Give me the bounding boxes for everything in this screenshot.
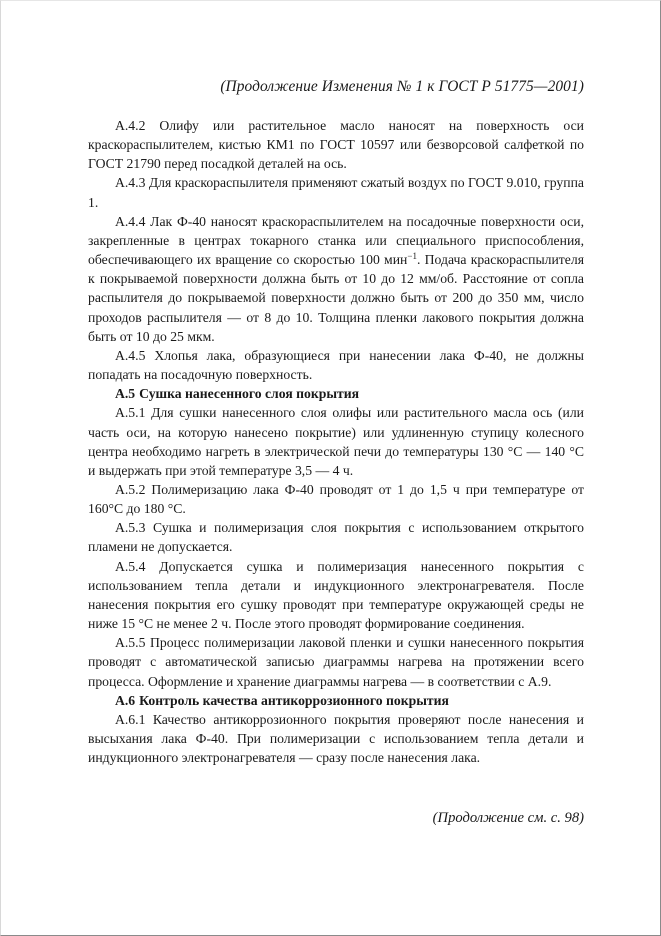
paragraph-a-6-1: А.6.1 Качество антикоррозионного покрытия проверяют после нанесения и высыхания лака Ф-40. При полимеризации с использованием тепла детали и индукционного электронагревателя — сразу после нанесения лака. (88, 711, 584, 766)
paragraph-a-5-3: А.5.3 Сушка и полимеризация слоя покрытия с использованием открытого пламени не допускается. (88, 520, 584, 555)
document-body (88, 116, 584, 767)
paragraph-a-4-2: А.4.2 Олифу или растительное масло наносят на поверхность оси краскораспылителем, кистью КМ1 по ГОСТ 10597 или безворсовой салфеткой по ГОСТ 21790 перед посадкой деталей на ось. (88, 118, 584, 172)
paragraph-a-4-4-part1: А.4.4 Лак Ф-40 наносят краскораспылителем на посадочные поверхности оси, закрепленные в центрах токарного станка или специального приспособления, обеспечивающего их вращение со скоростью 100 мин (88, 213, 584, 268)
exponent-minus-one: −1 (407, 251, 417, 262)
paragraph-a-5-2: А.5.2 Полимеризацию лака Ф-40 проводят от 1 до 1,5 ч при температуре от 160°С до 180 °С. (88, 481, 584, 517)
section-title-a-6: Контроль качества антикоррозионного покрытия (139, 692, 449, 708)
paragraph-a-4-4-part2: . Подача краскораспылителя к покрываемой поверхности должна быть от 10 до 12 мм/об. Расстояние от сопла распылителя до покрываемой поверхности должно быть от 200 до 350 мм, число проходов распылителя — от 8 до 10. Толщина пленки лакового покрытия должна быть от 10 до 25 мкм. (88, 252, 584, 344)
paragraph-a-4-4 (88, 212, 584, 346)
section-heading-a-5 (88, 384, 584, 403)
paragraph-a-4-5: А.4.5 Хлопья лака, образующиеся при нанесении лака Ф-40, не должны попадать на посадочную поверхность. (88, 347, 584, 383)
paragraph-a-5-1: А.5.1 Для сушки нанесенного слоя олифы или растительного масла ось (или часть оси, на которую нанесено покрытие) или удлиненную ступицу колесного центра необходимо нагреть в электрической печи до температуры 130 °С — 140 °С и выдержать при этой температуре 3,5 — 4 ч. (88, 405, 584, 478)
section-title-a-5: Сушка нанесенного слоя покрытия (139, 386, 360, 402)
section-number-a-6: А.6 (115, 692, 136, 708)
section-number-a-5: А.5 (115, 386, 136, 402)
paragraph-a-5-4: А.5.4 Допускается сушка и полимеризация нанесенного покрытия с использованием тепла детали и индукционного электронагревателя. После нанесения покрытия его сушку проводят при температуре окружающей среды не ниже 15 °С не менее 2 ч. После этого проводят формирование соединения. (88, 558, 584, 632)
page-footer-continuation: (Продолжение см. с. 98) (432, 810, 584, 826)
paragraph-a-5-5: А.5.5 Процесс полимеризации лаковой пленки и сушки нанесенного покрытия проводят с автоматической записью диаграммы нагрева на протяжении всего процесса. Оформление и хранение диаграммы нагрева — в соответствии с А.9. (88, 635, 584, 689)
paragraph-a-4-3: А.4.3 Для краскораспылителя применяют сжатый воздух по ГОСТ 9.010, группа 1. (88, 175, 584, 210)
page-header-continuation: (Продолжение Изменения № 1 к ГОСТ Р 51775—2001) (220, 78, 584, 95)
section-heading-a-6 (88, 691, 584, 710)
